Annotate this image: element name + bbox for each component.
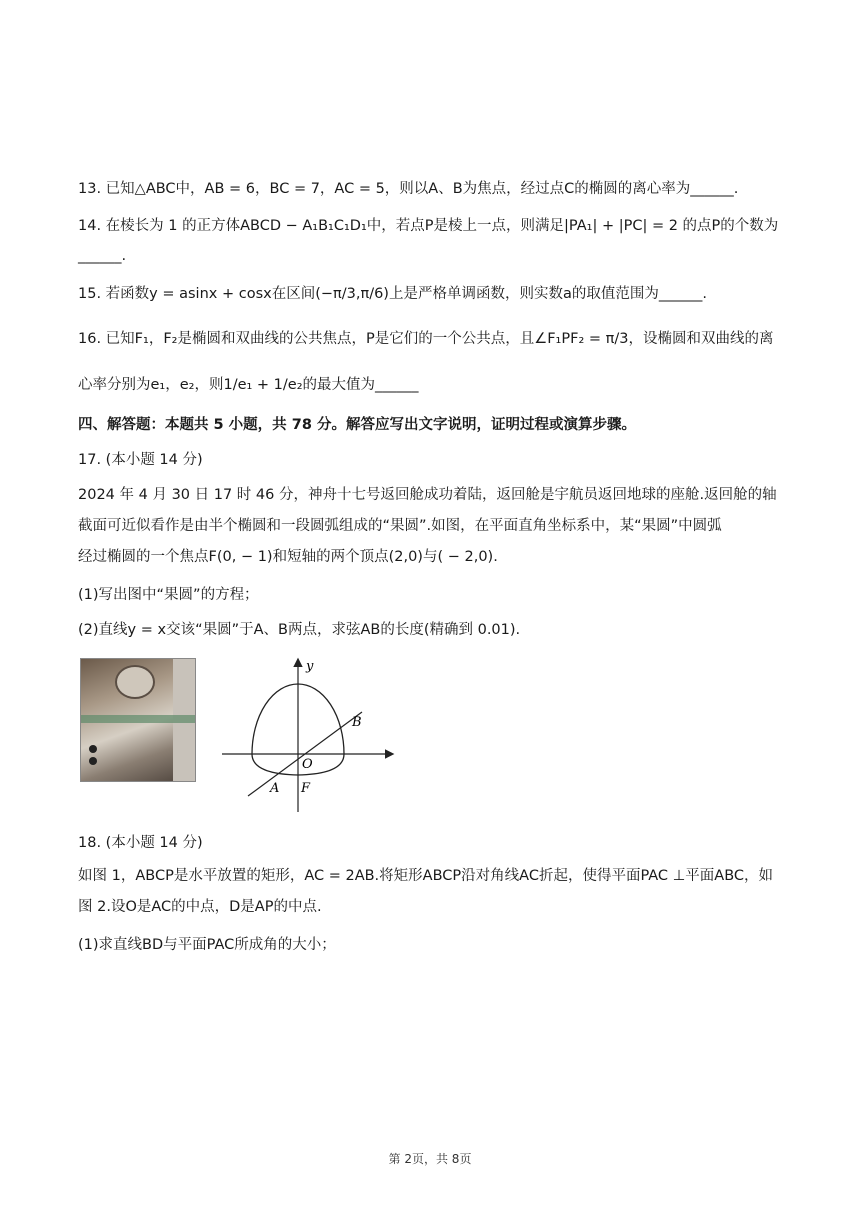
question-14-line2: ______.: [78, 248, 127, 264]
question-18-para2: 图 2.设O是AC的中点，D是AP的中点.: [78, 899, 322, 915]
photo-hatch: [115, 665, 155, 699]
question-17-sub2: (2)直线y = x交该“果圆”于A、B两点，求弦AB的长度(精确到 0.01).: [78, 622, 521, 638]
page-footer: 第 2页，共 8页: [388, 1152, 472, 1166]
label-B: B: [352, 715, 362, 730]
question-13: 13. 已知△ABC中，AB = 6，BC = 7，AC = 5，则以A、B为焦点，经过点C的椭圆的离心率为______.: [78, 181, 739, 197]
label-F: F: [301, 781, 311, 796]
photo-dot: [89, 757, 97, 765]
question-17-sub1: (1)写出图中“果圆”的方程；: [78, 587, 259, 603]
question-18-header: 18. (本小题 14 分): [78, 835, 203, 851]
question-18-sub1: (1)求直线BD与平面PAC所成角的大小；: [78, 937, 336, 953]
question-17-para3: 经过椭圆的一个焦点F(0, − 1)和短轴的两个顶点(2,0)与( − 2,0).: [78, 549, 498, 565]
label-y: y: [306, 659, 314, 674]
question-18-para1: 如图 1，ABCP是水平放置的矩形，AC = 2AB.将矩形ABCP沿对角线AC折起，使得平面PAC ⊥平面ABC，如: [78, 868, 774, 884]
question-16-line2: 心率分别为e₁，e₂，则1/e₁ + 1/e₂的最大值为______: [78, 377, 419, 393]
question-16-line1: 16. 已知F₁，F₂是椭圆和双曲线的公共焦点，P是它们的一个公共点，且∠F₁PF₂ = π/3，设椭圆和双曲线的离: [78, 331, 774, 347]
capsule-photo: [80, 658, 196, 782]
question-17-para2: 截面可近似看作是由半个椭圆和一段圆弧组成的“果圆”.如图，在平面直角坐标系中，某“果圆”中圆弧: [78, 518, 722, 534]
label-O: O: [302, 757, 313, 772]
question-15: 15. 若函数y = asinx + cosx在区间(−π/3,π/6)上是严格单调函数，则实数a的取值范围为______.: [78, 286, 707, 302]
label-A: A: [270, 781, 280, 796]
question-14-line1: 14. 在棱长为 1 的正方体ABCD − A₁B₁C₁D₁中，若点P是棱上一点，则满足|PA₁| + |PC| = 2 的点P的个数为: [78, 218, 779, 234]
photo-band: [81, 715, 195, 723]
fruit-circle-figure: [220, 654, 400, 816]
question-17-header: 17. (本小题 14 分): [78, 452, 203, 468]
question-17-para1: 2024 年 4 月 30 日 17 时 46 分，神舟十七号返回舱成功着陆，返回舱是宇航员返回地球的座舱.返回舱的轴: [78, 487, 777, 503]
section-4-heading: 四、解答题：本题共 5 小题，共 78 分。解答应写出文字说明，证明过程或演算步骤。: [78, 417, 636, 433]
photo-dot: [89, 745, 97, 753]
